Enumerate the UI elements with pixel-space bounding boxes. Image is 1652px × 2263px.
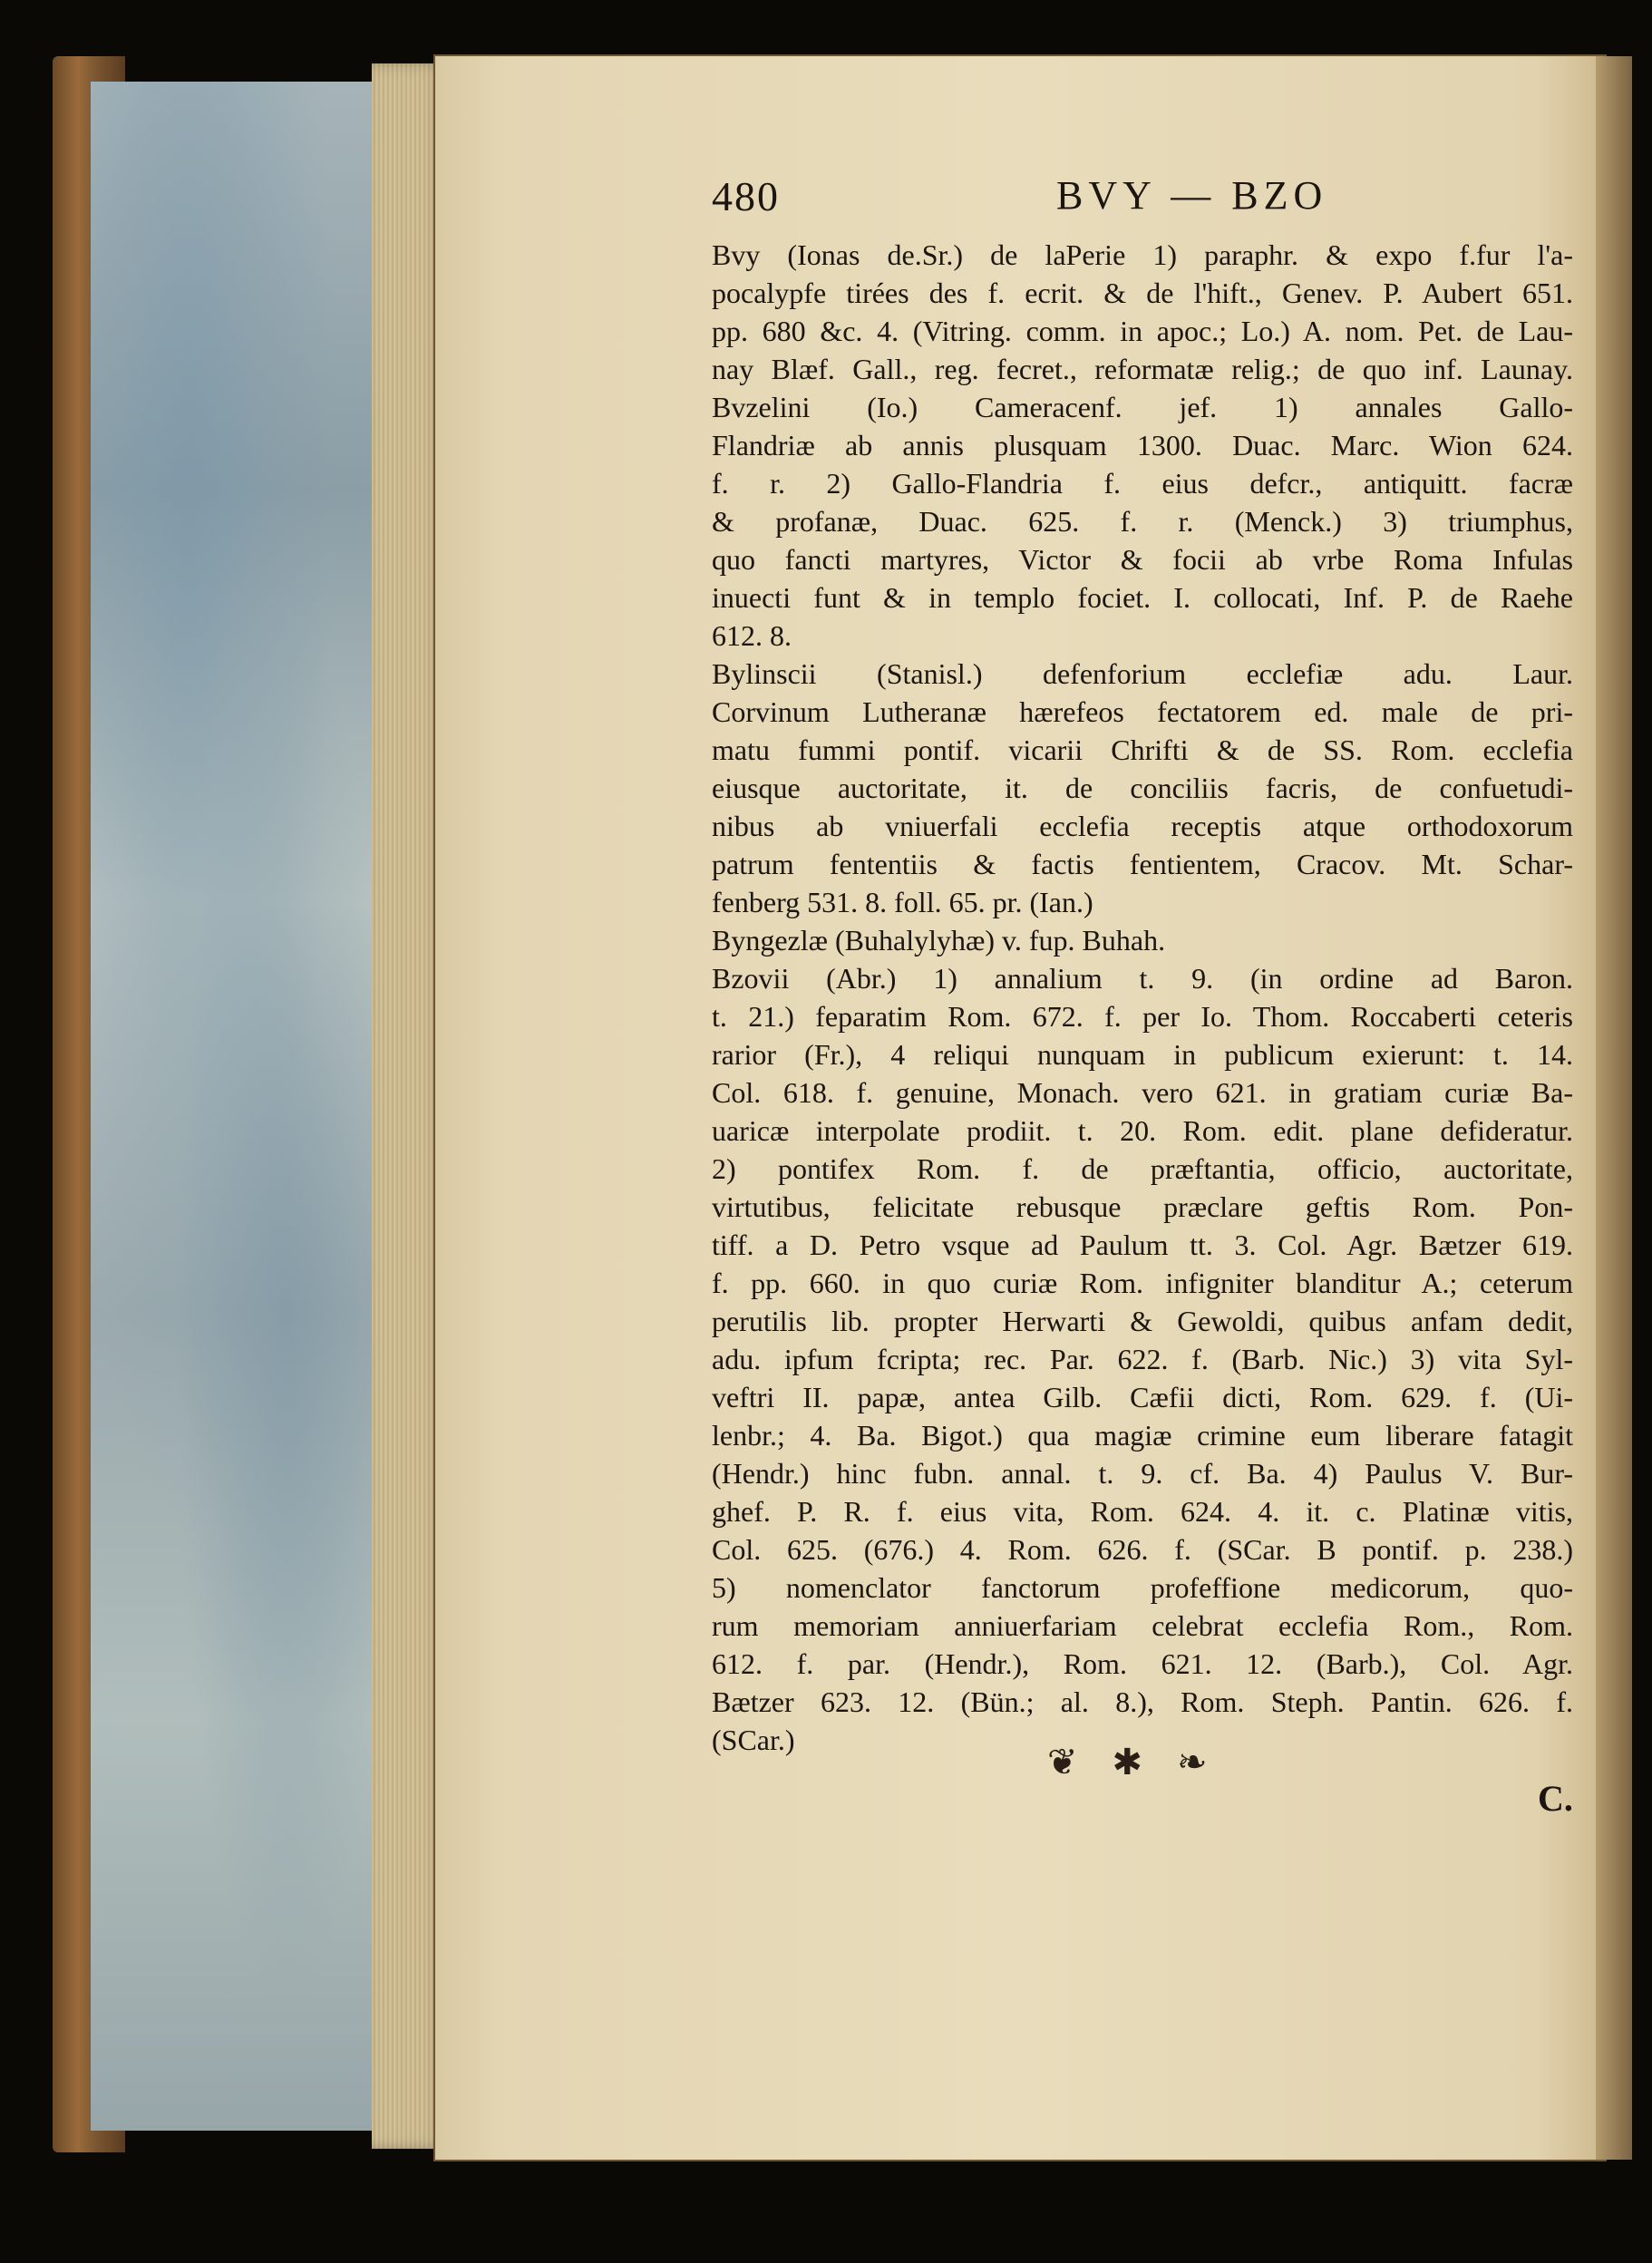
page-number: 480 bbox=[712, 173, 780, 219]
text-line: Bylinscii (Stanisl.) defenforium ecclefiæ adu. Laur. bbox=[712, 657, 1573, 690]
text-line: lenbr.; 4. Ba. Bigot.) qua magiæ crimine eum liberare fatagit bbox=[712, 1419, 1573, 1452]
text-line: 612. f. par. (Hendr.), Rom. 621. 12. (Barb.), Col. Agr. bbox=[712, 1647, 1573, 1680]
text-line: matu fummi pontif. vicarii Chrifti & de SS. Rom. ecclefia bbox=[712, 733, 1573, 766]
text-line: rarior (Fr.), 4 reliqui nunquam in publicum exierunt: t. 14. bbox=[712, 1038, 1573, 1071]
text-line: Corvinum Lutheranæ hærefeos fectatorem ed. male de pri- bbox=[712, 695, 1573, 728]
text-line: perutilis lib. propter Herwarti & Gewoldi, quibus anfam dedit, bbox=[712, 1305, 1573, 1337]
text-line: adu. ipfum fcripta; rec. Par. 622. f. (Barb. Nic.) 3) vita Syl- bbox=[712, 1343, 1573, 1375]
running-head: BVY — BZO bbox=[1056, 173, 1328, 218]
text-line: patrum fententiis & factis fentientem, Cracov. Mt. Schar- bbox=[712, 848, 1573, 880]
fleuron-ornament: ❦ ✱ ❧ bbox=[1047, 1742, 1220, 1782]
text-line: Bzovii (Abr.) 1) annalium t. 9. (in ordine ad Baron. bbox=[712, 962, 1573, 995]
text-line: pocalypfe tirées des f. ecrit. & de l'hift., Genev. P. Aubert 651. bbox=[712, 277, 1573, 309]
text-line: nibus ab vniuerfali ecclefia receptis atque orthodoxorum bbox=[712, 810, 1573, 842]
text-line: Byngezlæ (Buhalylyhæ) v. fup. Buhah. bbox=[712, 924, 1166, 957]
text-line: nay Blæf. Gall., reg. fecret., reformatæ relig.; de quo inf. Launay. bbox=[712, 353, 1573, 385]
text-line: uaricæ interpolate prodiit. t. 20. Rom. edit. plane defideratur. bbox=[712, 1114, 1573, 1147]
text-line: 2) pontifex Rom. f. de præftantia, officio, auctoritate, bbox=[712, 1152, 1573, 1185]
text-line: 612. 8. bbox=[712, 619, 792, 652]
text-line: fenberg 531. 8. foll. 65. pr. (Ian.) bbox=[712, 886, 1093, 918]
text-line: (SCar.) bbox=[712, 1724, 795, 1756]
text-line: veftri II. papæ, antea Gilb. Cæfii dicti, Rom. 629. f. (Ui- bbox=[712, 1381, 1573, 1413]
page-header bbox=[712, 163, 1573, 236]
text-line: (Hendr.) hinc fubn. annal. t. 9. cf. Ba. 4) Paulus V. Bur- bbox=[712, 1457, 1573, 1490]
text-line: Bvzelini (Io.) Cameracenf. jef. 1) annales Gallo- bbox=[712, 391, 1573, 423]
text-line: Bvy (Ionas de.Sr.) de laPerie 1) paraphr. & expo f.fur l'a- bbox=[712, 238, 1573, 271]
text-line: quo fancti martyres, Victor & focii ab vrbe Roma Infulas bbox=[712, 543, 1573, 576]
text-line: virtutibus, felicitate rebusque præclare geftis Rom. Pon- bbox=[712, 1190, 1573, 1223]
text-line: Flandriæ ab annis plusquam 1300. Duac. Marc. Wion 624. bbox=[712, 429, 1573, 461]
catchword: C. bbox=[1538, 1778, 1573, 1819]
text-line: f. pp. 660. in quo curiæ Rom. infigniter blanditur A.; ceterum bbox=[712, 1267, 1573, 1299]
text-line: 5) nomenclator fanctorum profeffione medicorum, quo- bbox=[712, 1571, 1573, 1604]
text-line: eiusque auctoritate, it. de conciliis facris, de confuetudi- bbox=[712, 772, 1573, 804]
text-line: f. r. 2) Gallo-Flandria f. eius defcr., antiquitt. facræ bbox=[712, 467, 1573, 500]
text-line: t. 21.) feparatim Rom. 672. f. per Io. Thom. Roccaberti ceteris bbox=[712, 1000, 1573, 1033]
text-line: & profanæ, Duac. 625. f. r. (Menck.) 3) triumphus, bbox=[712, 505, 1573, 538]
page-content bbox=[712, 163, 1573, 1759]
entries-text bbox=[712, 236, 1573, 1759]
text-line: rum memoriam anniuerfariam celebrat ecclefia Rom., Rom. bbox=[712, 1609, 1573, 1642]
page-edges bbox=[372, 63, 444, 2149]
text-line: pp. 680 &c. 4. (Vitring. comm. in apoc.; Lo.) A. nom. Pet. de Lau- bbox=[712, 315, 1573, 347]
marbled-endpaper bbox=[91, 82, 417, 2131]
text-line: tiff. a D. Petro vsque ad Paulum tt. 3. Col. Agr. Bætzer 619. bbox=[712, 1229, 1573, 1261]
text-line: Col. 618. f. genuine, Monach. vero 621. in gratiam curiæ Ba- bbox=[712, 1076, 1573, 1109]
text-line: Bætzer 623. 12. (Bün.; al. 8.), Rom. Steph. Pantin. 626. f. bbox=[712, 1685, 1573, 1718]
text-line: Col. 625. (676.) 4. Rom. 626. f. (SCar. B pontif. p. 238.) bbox=[712, 1533, 1573, 1566]
page-shadow-edge bbox=[1596, 56, 1632, 2160]
text-line: ghef. P. R. f. eius vita, Rom. 624. 4. it. c. Platinæ vitis, bbox=[712, 1495, 1573, 1528]
text-line: inuecti funt & in templo fociet. I. collocati, Inf. P. de Raehe bbox=[712, 581, 1573, 614]
